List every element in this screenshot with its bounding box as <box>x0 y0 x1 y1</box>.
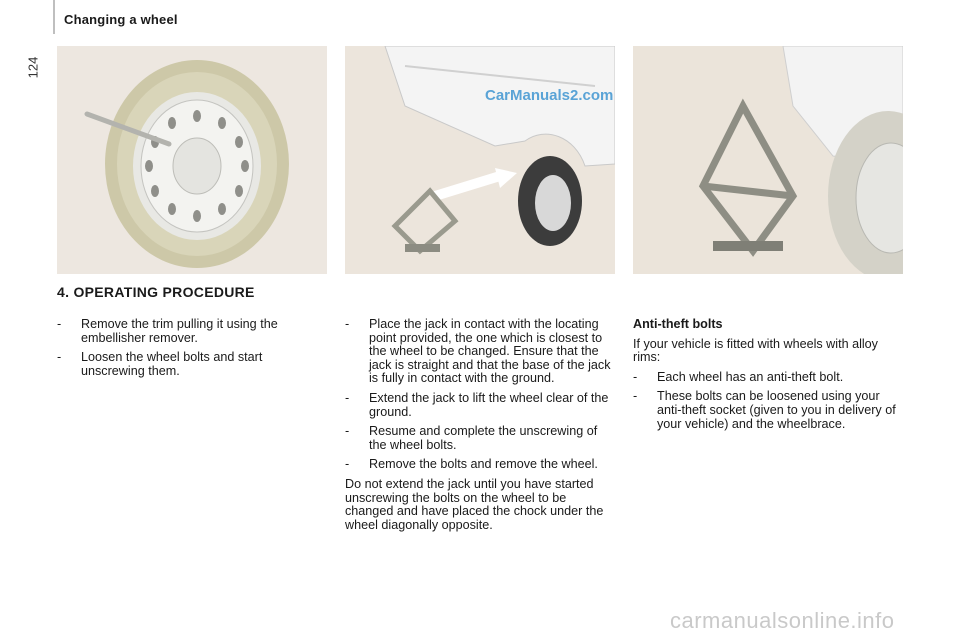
step-text: These bolts can be loosened using your anti-theft socket (given to you in delivery of your vehicle) and the wheelbrace. <box>657 389 896 431</box>
column-3 <box>633 318 905 437</box>
step-text: Loosen the wheel bolts and start unscrewing them. <box>81 350 263 378</box>
watermark-bottom: carmanualsonline.info <box>670 608 895 633</box>
anti-theft-heading: Anti-theft bolts <box>633 317 723 331</box>
list-dash: - <box>633 369 638 384</box>
step-text: Extend the jack to lift the wheel clear of the ground. <box>369 390 609 419</box>
step-text: Remove the trim pulling it using the embellisher remover. <box>81 317 278 345</box>
list-dash: - <box>633 389 638 404</box>
list-dash: - <box>57 350 62 365</box>
list-dash: - <box>345 457 350 472</box>
list-item <box>345 392 617 419</box>
jack-placement-illustration <box>345 46 615 274</box>
list-item <box>345 318 617 386</box>
list-dash: - <box>345 424 350 439</box>
list-item <box>633 371 905 385</box>
column-1 <box>57 318 329 384</box>
watermark-top: CarManuals2.com <box>485 87 614 104</box>
anti-theft-intro: If your vehicle is fitted with wheels with alloy rims: <box>633 336 878 365</box>
list-item <box>345 425 617 452</box>
step-text: Remove the bolts and remove the wheel. <box>369 457 598 472</box>
wheel-trim-illustration <box>57 46 327 274</box>
header-rule <box>53 0 55 34</box>
section-title: 4. OPERATING PROCEDURE <box>57 284 255 300</box>
list-item <box>345 458 617 472</box>
step-text: Place the jack in contact with the locating point provided, the one which is closest to the wheel to be changed. Ensure that the jack is straight and that the base of the jack is fully in contact with the ground. <box>369 317 611 386</box>
jack-lift-illustration <box>633 46 903 274</box>
list-item <box>57 351 329 378</box>
safety-note: Do not extend the jack until you have started unscrewing the bolts on the wheel to be changed and have placed the chock under the wheel diagonally opposite. <box>345 476 604 532</box>
list-item <box>633 390 905 431</box>
step-text: Each wheel has an anti-theft bolt. <box>657 369 844 384</box>
column-2 <box>345 318 617 538</box>
list-dash: - <box>345 317 350 331</box>
list-dash: - <box>57 317 62 331</box>
list-item <box>57 318 329 345</box>
list-dash: - <box>345 390 350 405</box>
page-number: 124 <box>25 56 41 79</box>
step-text: Resume and complete the unscrewing of the wheel bolts. <box>369 424 598 452</box>
section-header: Changing a wheel <box>64 12 178 27</box>
